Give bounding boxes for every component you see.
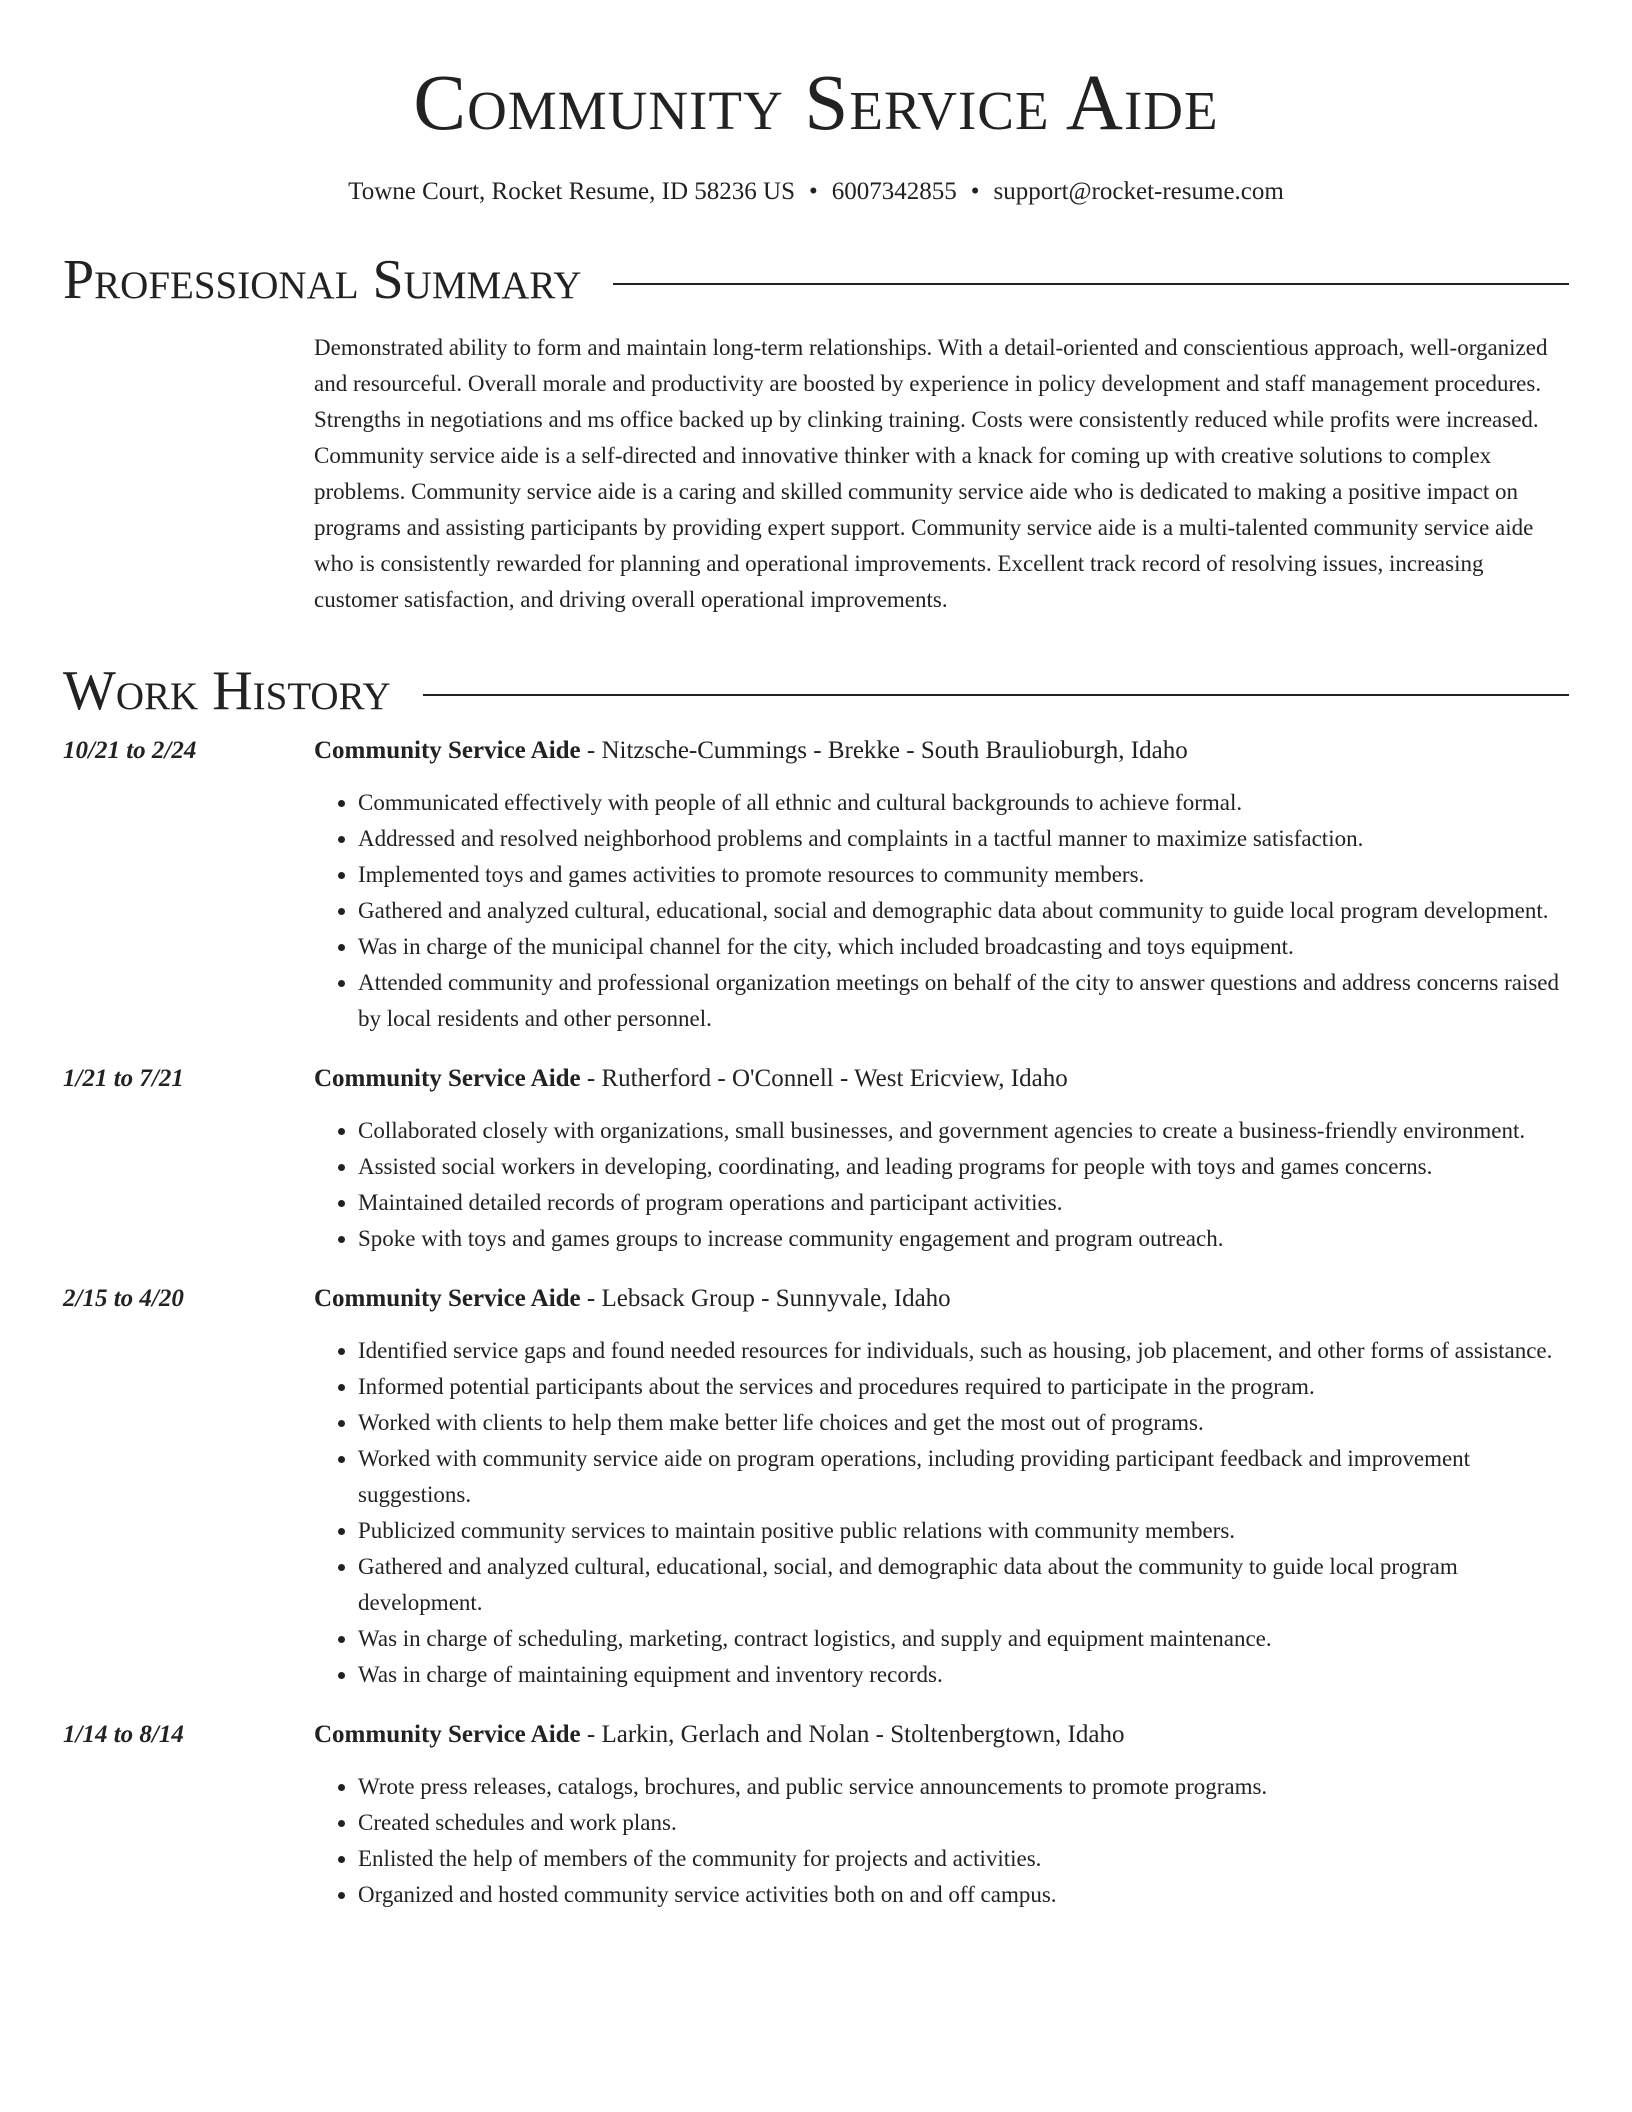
job-bullet: • Was in charge of the municipal channel for the city, which included broadcasting and toys equipment. <box>358 929 1569 965</box>
job-bullet: • Spoke with toys and games groups to increase community engagement and program outreach. <box>358 1221 1569 1257</box>
job-bullet: • Communicated effectively with people of all ethnic and cultural backgrounds to achieve formal. <box>358 785 1569 821</box>
job-bullet: • Informed potential participants about the services and procedures required to participate in the program. <box>358 1369 1569 1405</box>
job-body <box>314 1281 1569 1693</box>
job-entry <box>63 1717 1569 1913</box>
job-dates: 2/15 to 4/20 <box>63 1285 184 1312</box>
job-entry <box>63 1061 1569 1257</box>
work-history-section-header <box>63 660 1569 722</box>
job-bullet-list <box>314 1769 1569 1913</box>
job-bullet: • Maintained detailed records of program operations and participant activities. <box>358 1185 1569 1221</box>
job-bullet: • Implemented toys and games activities to promote resources to community members. <box>358 857 1569 893</box>
job-bullet: • Publicized community services to maintain positive public relations with community members. <box>358 1513 1569 1549</box>
job-entry <box>63 733 1569 1037</box>
job-bullet: • Collaborated closely with organizations, small businesses, and government agencies to create a business-friendly environment. <box>358 1113 1569 1149</box>
job-heading <box>314 1717 1569 1753</box>
section-divider <box>423 694 1569 696</box>
job-body <box>314 1061 1569 1257</box>
job-bullet: • Worked with community service aide on program operations, including providing participant feedback and improvement suggestions. <box>358 1441 1569 1513</box>
work-history-heading: Work History <box>63 660 391 722</box>
contact-separator: • <box>970 178 980 205</box>
summary-text: Demonstrated ability to form and maintain long-term relationships. With a detail-oriented and conscientious approach, well-organized and resourceful. Overall morale and productivity are boosted by experience in policy development and staff management procedures. Strengths in negotiations and ms office backed up by clinking training. Costs were consistently reduced while profits were increased. Community service aide is a self-directed and innovative thinker with a knack for coming up with creative solutions to complex problems. Community service aide is a caring and skilled community service aide who is dedicated to making a positive impact on programs and assisting participants by providing expert support. Community service aide is a multi-talented community service aide who is consistently rewarded for planning and operational improvements. Excellent track record of resolving issues, increasing customer satisfaction, and driving overall operational improvements. <box>314 335 1548 612</box>
job-bullet: • Gathered and analyzed cultural, educational, social and demographic data about community to guide local program development. <box>358 893 1569 929</box>
contact-email: support@rocket-resume.com <box>993 178 1284 205</box>
job-bullet: • Was in charge of maintaining equipment and inventory records. <box>358 1657 1569 1693</box>
job-dates: 10/21 to 2/24 <box>63 737 197 764</box>
job-bullet: • Worked with clients to help them make better life choices and get the most out of programs. <box>358 1405 1569 1441</box>
job-bullet: • Identified service gaps and found needed resources for individuals, such as housing, job placement, and other forms of assistance. <box>358 1333 1569 1369</box>
job-bullet: • Assisted social workers in developing, coordinating, and leading programs for people with toys and games concerns. <box>358 1149 1569 1185</box>
job-body <box>314 733 1569 1037</box>
job-bullet-list <box>314 1113 1569 1257</box>
job-dates: 1/21 to 7/21 <box>63 1065 184 1092</box>
job-bullet: • Created schedules and work plans. <box>358 1805 1569 1841</box>
job-bullet: • Enlisted the help of members of the community for projects and activities. <box>358 1841 1569 1877</box>
job-bullet-list <box>314 785 1569 1037</box>
job-title: Community Service Aide <box>314 1721 581 1748</box>
work-history-list <box>63 733 1569 1913</box>
section-divider <box>613 283 1569 285</box>
job-bullet: • Addressed and resolved neighborhood problems and complaints in a tactful manner to maximize satisfaction. <box>358 821 1569 857</box>
contact-line <box>63 177 1569 207</box>
job-bullet: • Gathered and analyzed cultural, educational, social, and demographic data about the community to guide local program development. <box>358 1549 1569 1621</box>
candidate-name: Community Service Aide <box>413 60 1219 147</box>
job-title: Community Service Aide <box>314 1285 581 1312</box>
job-title: Community Service Aide <box>314 737 581 764</box>
job-bullet: • Wrote press releases, catalogs, brochures, and public service announcements to promote programs. <box>358 1769 1569 1805</box>
job-employer-location: - Larkin, Gerlach and Nolan - Stoltenbergtown, Idaho <box>580 1721 1125 1748</box>
job-employer-location: - Rutherford - O'Connell - West Ericview, Idaho <box>580 1065 1068 1092</box>
job-dates: 1/14 to 8/14 <box>63 1721 184 1748</box>
job-bullet: • Organized and hosted community service activities both on and off campus. <box>358 1877 1569 1913</box>
contact-address: Towne Court, Rocket Resume, ID 58236 US <box>348 178 795 205</box>
job-employer-location: - Nitzsche-Cummings - Brekke - South Braulioburgh, Idaho <box>580 737 1188 764</box>
job-title: Community Service Aide <box>314 1065 581 1092</box>
job-body <box>314 1717 1569 1913</box>
summary-section-header <box>63 249 1569 311</box>
contact-phone: 6007342855 <box>831 178 957 205</box>
job-entry <box>63 1281 1569 1693</box>
contact-separator: • <box>809 178 818 205</box>
job-heading <box>314 1061 1569 1097</box>
job-heading <box>314 733 1569 769</box>
job-bullet: • Attended community and professional organization meetings on behalf of the city to answer questions and address concerns raised by local residents and other personnel. <box>358 965 1569 1037</box>
job-bullet: • Was in charge of scheduling, marketing, contract logistics, and supply and equipment maintenance. <box>358 1621 1569 1657</box>
job-bullet-list <box>314 1333 1569 1693</box>
job-employer-location: - Lebsack Group - Sunnyvale, Idaho <box>580 1285 951 1312</box>
job-heading <box>314 1281 1569 1317</box>
summary-heading: Professional Summary <box>63 249 582 311</box>
